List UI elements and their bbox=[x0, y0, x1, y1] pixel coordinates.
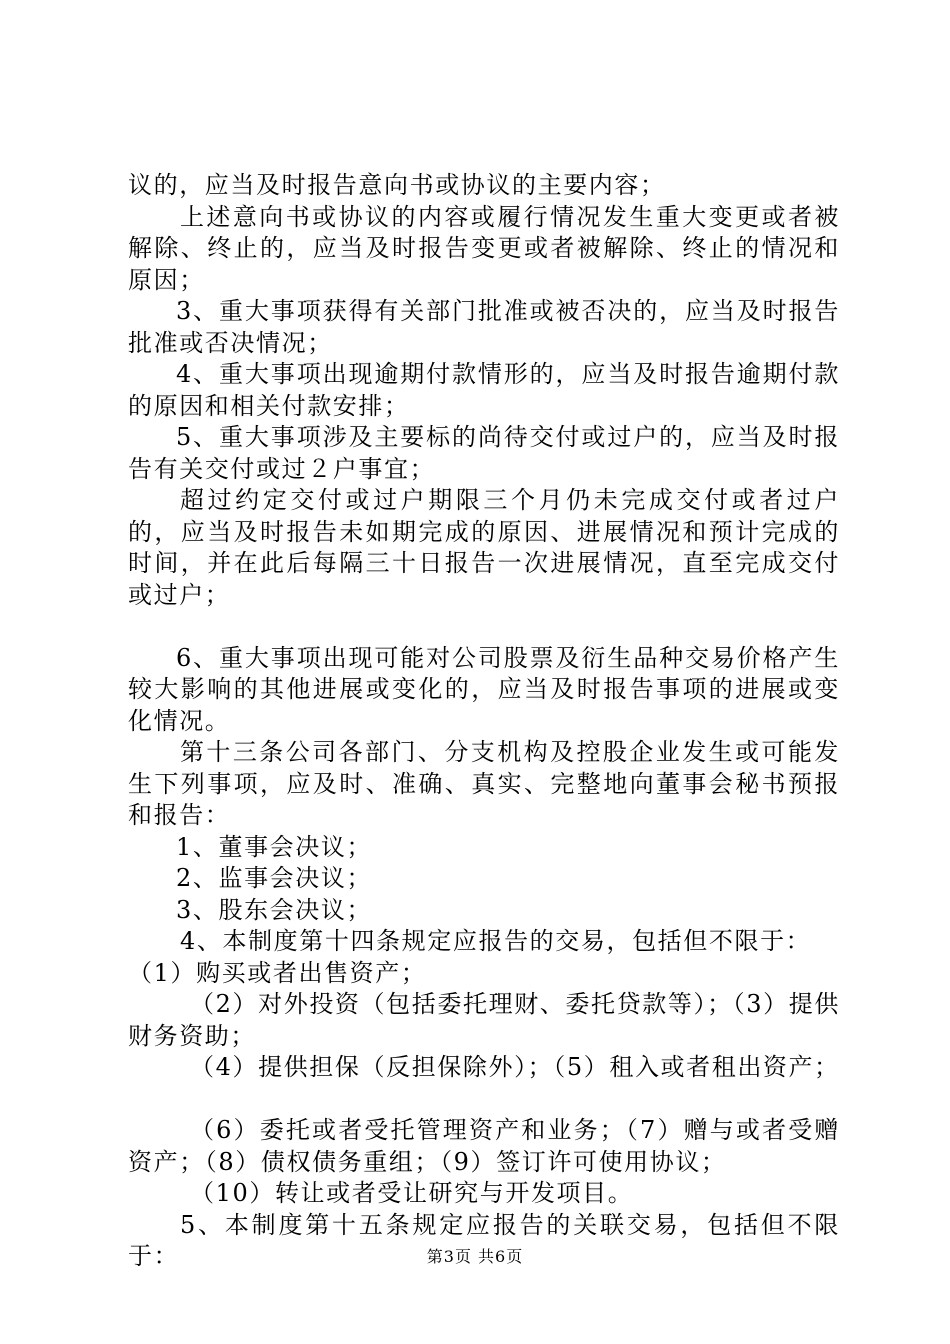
page-number-footer: 第3页 共6页 bbox=[426, 1247, 524, 1266]
paragraph-7: 6、重大事项出现可能对公司股票及衍生品种交易价格产生较大影响的其他进展或变化的，应当及时报告事项的进展或变化情况。 bbox=[128, 643, 840, 735]
paragraph-16: （6）委托或者受托管理资产和业务；（7）赠与或者受赠资产；（8）债权债务重组；（9）签订许可使用协议； bbox=[128, 1116, 840, 1176]
paragraph-10: 2、监事会决议； bbox=[176, 864, 373, 892]
document-body bbox=[128, 170, 840, 1273]
paragraph-17: （10）转让或者受让研究与开发项目。 bbox=[190, 1179, 634, 1207]
paragraph-4: 4、重大事项出现逾期付款情形的，应当及时报告逾期付款的原因和相关付款安排； bbox=[128, 360, 840, 420]
paragraph-6: 超过约定交付或过户期限三个月仍未完成交付或者过户的，应当及时报告未如期完成的原因、进展情况和预计完成的时间，并在此后每隔三十日报告一次进展情况，直至完成交付或过户； bbox=[128, 486, 840, 609]
paragraph-12: 4、本制度第十四条规定应报告的交易，包括但不限于： bbox=[180, 927, 812, 955]
paragraph-1: 议的，应当及时报告意向书或协议的主要内容； bbox=[128, 171, 666, 199]
paragraph-11: 3、股东会决议； bbox=[176, 895, 373, 924]
paragraph-13: （1）购买或者出售资产； bbox=[128, 958, 427, 987]
paragraph-9: 1、董事会决议； bbox=[176, 832, 373, 861]
paragraph-3: 3、重大事项获得有关部门批准或被否决的，应当及时报告批准或否决情况； bbox=[128, 297, 840, 357]
paragraph-18: 5、本制度第十五条规定应报告的关联交易，包括但不限于： bbox=[128, 1210, 840, 1270]
paragraph-8: 第十三条公司各部门、分支机构及控股企业发生或可能发生下列事项，应及时、准确、真实、完整地向董事会秘书预报和报告： bbox=[128, 738, 840, 829]
paragraph-2: 上述意向书或协议的内容或履行情况发生重大变更或者被解除、终止的，应当及时报告变更或者被解除、终止的情况和原因； bbox=[128, 202, 840, 294]
paragraph-15: （4）提供担保（反担保除外）；（5）租入或者租出资产； bbox=[190, 1053, 840, 1081]
paragraph-14: （2）对外投资（包括委托理财、委托贷款等）；（3）提供财务资助； bbox=[128, 990, 840, 1050]
paragraph-5: 5、重大事项涉及主要标的尚待交付或过户的，应当及时报告有关交付或过２户事宜； bbox=[128, 423, 840, 483]
